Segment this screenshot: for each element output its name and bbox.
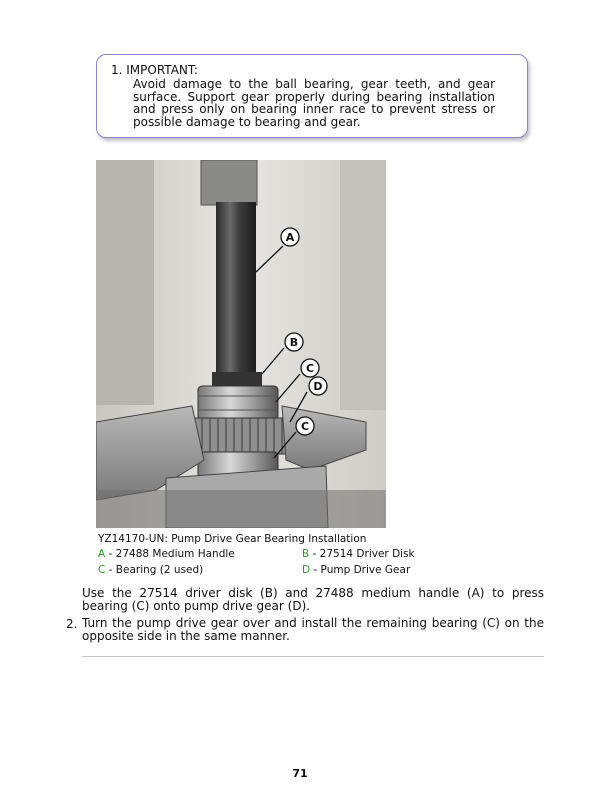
legend-item-a: A - 27488 Medium Handle	[98, 548, 235, 560]
divider	[82, 656, 544, 657]
step-2-text: Turn the pump drive gear over and install the remaining bearing (C) on the opposite side in the same manner.	[82, 616, 544, 643]
callout-a-label: A	[285, 231, 295, 244]
callout-d-label: D	[313, 380, 323, 393]
callout-c-label: C	[305, 362, 315, 375]
page-number: 71	[292, 767, 308, 780]
legend-item-d: D - Pump Drive Gear	[302, 564, 411, 576]
step-number: 2.	[66, 617, 78, 631]
callout-b-label: B	[289, 336, 299, 349]
pump-drive-gear-photo	[96, 160, 386, 528]
important-callout	[96, 54, 528, 138]
important-title: 1. IMPORTANT:	[111, 63, 198, 77]
legend-item-b: B - 27514 Driver Disk	[302, 548, 415, 560]
figure-caption: YZ14170-UN: Pump Drive Gear Bearing Installation	[98, 533, 367, 545]
legend-item-c: C - Bearing (2 used)	[98, 564, 204, 576]
important-text: Avoid damage to the ball bearing, gear teeth, and gear surface. Support gear properly during bearing installation and press only on bearing inner race to prevent stress or possible damage to bearing and gear.	[133, 77, 495, 129]
callout-c2-label: C	[300, 420, 310, 433]
instruction-paragraph: Use the 27514 driver disk (B) and 27488 medium handle (A) to press bearing (C) onto pump drive gear (D).	[82, 586, 544, 613]
